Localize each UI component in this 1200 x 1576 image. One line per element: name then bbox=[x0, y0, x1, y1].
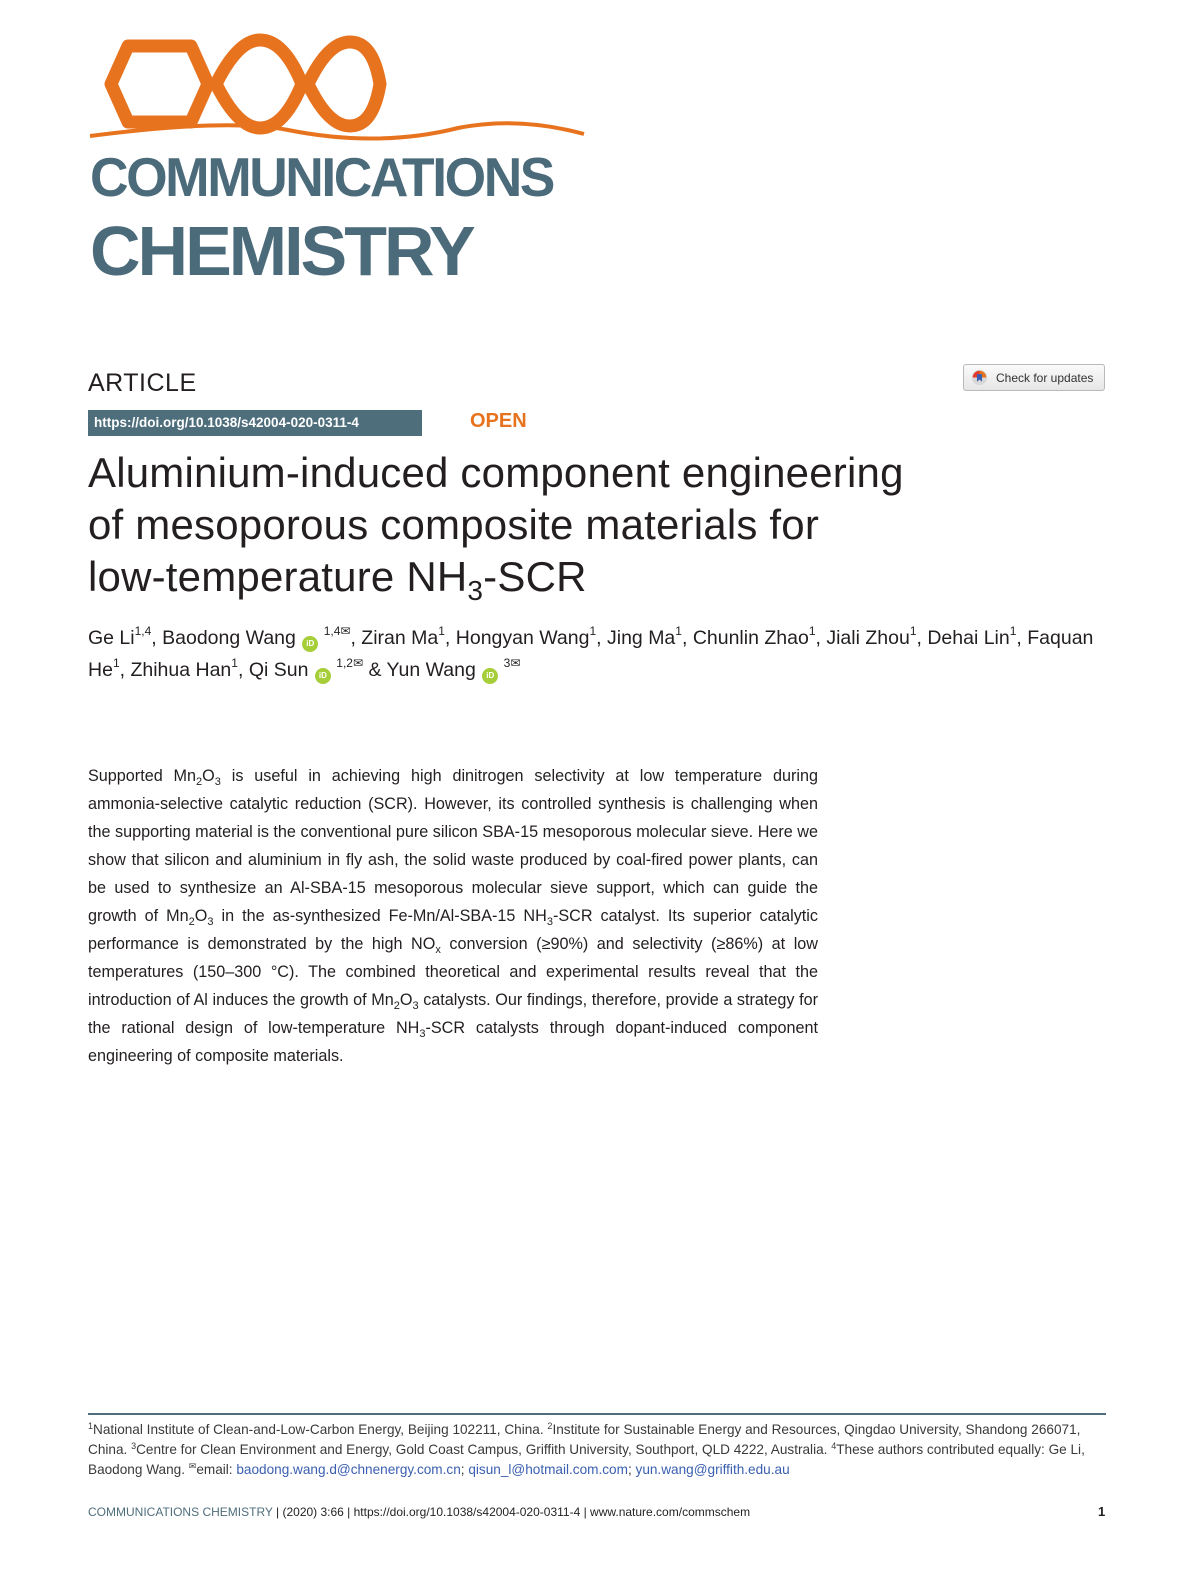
check-for-updates-button[interactable] bbox=[963, 364, 1105, 391]
article-type: ARTICLE bbox=[88, 369, 197, 397]
author-name[interactable]: Zhihua Han bbox=[130, 659, 232, 681]
abstract-subscript: 2 bbox=[393, 1000, 400, 1013]
title-line-3-suffix: -SCR bbox=[483, 553, 587, 600]
author-name[interactable]: Faquan He bbox=[88, 627, 1094, 681]
author-name[interactable]: Hongyan Wang bbox=[455, 627, 590, 649]
author-affiliation-marker: 1,4 bbox=[134, 624, 152, 638]
abstract bbox=[88, 762, 818, 1070]
author-separator: , bbox=[119, 659, 131, 681]
open-access-label: OPEN bbox=[470, 410, 527, 432]
abstract-text: -SCR catalyst. Its superior catalytic performance is demonstrated by the high NO bbox=[88, 907, 818, 953]
author-name[interactable]: Jiali Zhou bbox=[826, 627, 910, 649]
title-line-1: Aluminium-induced component engineering bbox=[88, 449, 904, 496]
aff-marker: 1 bbox=[88, 1421, 94, 1431]
doi-link[interactable]: https://doi.org/10.1038/s42004-020-0311-4 bbox=[88, 410, 422, 436]
author-affiliation-marker: 1 bbox=[112, 656, 120, 670]
author-separator: , bbox=[350, 627, 362, 649]
author-separator: , bbox=[916, 627, 928, 649]
journal-logo-graphic bbox=[88, 30, 588, 145]
email-separator: ; bbox=[460, 1462, 469, 1477]
title-subscript: 3 bbox=[467, 575, 484, 606]
aff-marker: 3 bbox=[131, 1441, 137, 1451]
abstract-subscript: 3 bbox=[419, 1028, 426, 1041]
abstract-text: catalysts. Our findings, therefore, provide a strategy for the rational design of low-temperature NH bbox=[88, 991, 819, 1037]
logo-hexagon-left bbox=[111, 46, 208, 122]
aff-marker: 2 bbox=[547, 1421, 553, 1431]
author-separator: , bbox=[151, 627, 163, 649]
author-name[interactable]: Qi Sun bbox=[248, 659, 309, 681]
title-line-2: of mesoporous composite materials for bbox=[88, 501, 820, 548]
affiliations-footnote bbox=[88, 1420, 1108, 1480]
article-title bbox=[88, 447, 1088, 606]
author-separator: , bbox=[1016, 627, 1028, 649]
abstract-subscript: 3 bbox=[214, 776, 221, 789]
author-affiliation-marker: 1 bbox=[909, 624, 917, 638]
abstract-text: O bbox=[194, 907, 208, 925]
affiliation-1: National Institute of Clean-and-Low-Carbon Energy, Beijing 102211, China. bbox=[93, 1422, 548, 1437]
author-name[interactable]: Ziran Ma bbox=[361, 627, 439, 649]
title-line-3 bbox=[88, 551, 1088, 606]
abstract-text: Supported Mn bbox=[88, 767, 197, 785]
email-separator: ; bbox=[627, 1462, 636, 1477]
abstract-text: -SCR catalysts through dopant-induced component engineering of composite materials. bbox=[88, 1019, 818, 1065]
author-affiliation-marker: 1 bbox=[589, 624, 597, 638]
abstract-text: in the as-synthesized Fe-Mn/Al-SBA-15 NH bbox=[213, 907, 547, 925]
author-affiliation-marker: 1 bbox=[231, 656, 238, 670]
email-link-3[interactable]: yun.wang@griffith.edu.au bbox=[635, 1462, 790, 1477]
envelope-icon: ✉ bbox=[510, 656, 521, 670]
author-separator: , bbox=[444, 627, 456, 649]
email-link-1[interactable]: baodong.wang.d@chnenergy.com.cn bbox=[236, 1462, 461, 1477]
abstract-subscript: 3 bbox=[207, 916, 214, 929]
author-affiliation-marker: 3 bbox=[503, 656, 511, 670]
footnote-rule bbox=[88, 1413, 1106, 1415]
author-name[interactable]: Chunlin Zhao bbox=[692, 627, 809, 649]
envelope-icon: ✉ bbox=[352, 656, 364, 670]
author-separator: , bbox=[596, 627, 607, 649]
author-name[interactable]: Ge Li bbox=[88, 627, 135, 649]
author-affiliation-marker: 1 bbox=[1009, 624, 1017, 638]
footer-citation: | (2020) 3:66 | https://doi.org/10.1038/s42004-020-0311-4 | www.nature.com/commschem bbox=[272, 1505, 751, 1519]
logo-chemistry: CHEMISTRY bbox=[90, 212, 473, 290]
author-affiliation-marker: 1 bbox=[438, 624, 445, 638]
orcid-icon[interactable]: iD bbox=[315, 668, 331, 684]
author-affiliation-marker: 1,4 bbox=[323, 624, 341, 638]
orcid-icon[interactable]: iD bbox=[482, 668, 498, 684]
logo-ring-middle bbox=[216, 40, 302, 128]
abstract-text: conversion (≥90%) and selectivity (≥86%) at low temperatures (150–300 °C). The combined theoretical and experimental results reveal that the introduction of Al induces the growth of Mn bbox=[88, 935, 819, 1009]
envelope-icon: ✉ bbox=[340, 624, 351, 638]
email-label: email: bbox=[196, 1462, 237, 1477]
author-name[interactable]: Dehai Lin bbox=[927, 627, 1010, 649]
author-separator: & bbox=[363, 659, 387, 681]
equal-contribution-note: These authors contributed equally: Ge Li, Baodong Wang. bbox=[88, 1442, 1085, 1477]
author-name[interactable]: Baodong Wang bbox=[162, 627, 296, 649]
envelope-icon: ✉ bbox=[188, 1461, 197, 1471]
check-for-updates-label: Check for updates bbox=[996, 370, 1094, 385]
author-separator: , bbox=[681, 627, 693, 649]
title-line-3-text: low-temperature NH bbox=[88, 553, 468, 600]
abstract-subscript: x bbox=[435, 944, 441, 957]
email-link-2[interactable]: qisun_l@hotmail.com.com bbox=[468, 1462, 628, 1477]
author-name[interactable]: Yun Wang bbox=[386, 659, 476, 681]
author-list bbox=[88, 622, 1118, 686]
author-separator: , bbox=[815, 627, 827, 649]
abstract-text: O bbox=[399, 991, 413, 1009]
page-number: 1 bbox=[1098, 1504, 1106, 1519]
running-footer bbox=[88, 1505, 750, 1519]
crossmark-icon bbox=[971, 369, 988, 386]
affiliation-2: Institute for Sustainable Energy and Resources, Qingdao University, Shandong 266071, China. bbox=[88, 1422, 1081, 1457]
orcid-icon[interactable]: iD bbox=[302, 636, 318, 652]
abstract-text: is useful in achieving high dinitrogen selectivity at low temperature during ammonia-selective catalytic reduction (SCR). However, its controlled synthesis is challenging when the supporting material is the conventional pure silicon SBA-15 mesoporous molecular sieve. Here we show that silicon and aluminium in fly ash, the solid waste produced by coal-fired power plants, can be used to synthesize an Al-SBA-15 mesoporous molecular sieve support, which can guide the growth of Mn bbox=[88, 767, 819, 925]
abstract-subscript: 3 bbox=[546, 916, 553, 929]
aff-marker: 4 bbox=[831, 1441, 837, 1451]
footer-journal-name: COMMUNICATIONS CHEMISTRY bbox=[88, 1505, 273, 1519]
author-name[interactable]: Jing Ma bbox=[607, 627, 676, 649]
abstract-text: O bbox=[202, 767, 215, 785]
logo-ring-right bbox=[308, 42, 380, 126]
abstract-subscript: 3 bbox=[412, 1000, 419, 1013]
abstract-subscript: 2 bbox=[188, 916, 195, 929]
abstract-subscript: 2 bbox=[196, 776, 203, 789]
logo-communications: COMMUNICATIONS bbox=[90, 146, 553, 208]
author-affiliation-marker: 1 bbox=[808, 624, 816, 638]
affiliation-3: Centre for Clean Environment and Energy, Gold Coast Campus, Griffith University, Southport, QLD 4222, Australia. bbox=[136, 1442, 832, 1457]
author-affiliation-marker: 1 bbox=[675, 624, 682, 638]
author-separator: , bbox=[237, 659, 249, 681]
author-affiliation-marker: 1,2 bbox=[336, 656, 353, 670]
